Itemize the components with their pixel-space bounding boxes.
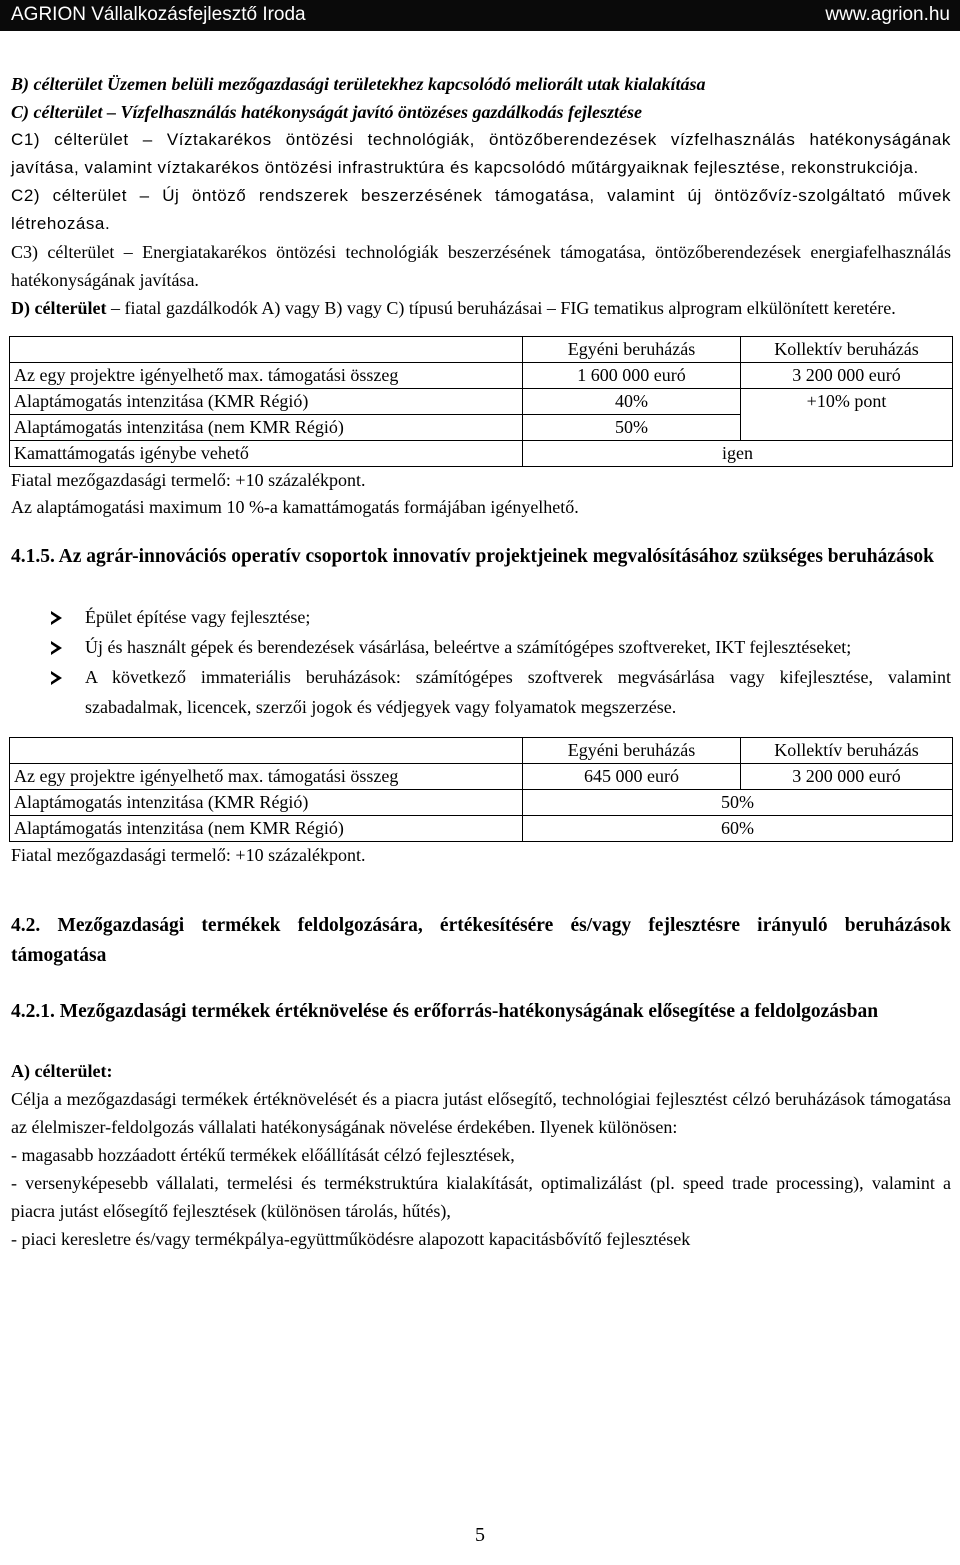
table-cell: 3 200 000 euró [741, 764, 953, 790]
table-row [10, 790, 953, 816]
arrow-bullet-icon [51, 611, 62, 625]
section-heading-4-1-5: 4.1.5. Az agrár-innovációs operatív csoportok innovatív projektjeinek megvalósításához szükséges beruházások [11, 546, 934, 567]
list-item [11, 632, 951, 662]
row-label: Alaptámogatás intenzitása (KMR Régió) [10, 389, 523, 415]
list-item-text: A következő immateriális beruházások: számítógépes szoftverek megvásárlása vagy kifejlesztése, valamint szabadalmak, licencek, szerzői jogok és védjegyek vagy folyamatok megszerzése. [85, 667, 951, 717]
target-area-c: C) célterület – Vízfelhasználás hatékonyságát javító öntözéses gazdálkodás fejlesztése [11, 102, 642, 122]
list-item-text: Új és használt gépek és berendezések vásárlása, beleértve a számítógépes szoftvereket, IKT fejlesztéseket; [85, 637, 852, 657]
col-individual-header: Egyéni beruházás [523, 337, 741, 363]
young-farmer-note: Fiatal mezőgazdasági termelő: +10 százalékpont. [11, 470, 366, 490]
target-area-a-text: Célja a mezőgazdasági termékek értéknövelését és a piacra jutást elősegítő, technológiai fejlesztést célzó beruházások támogatása az élelmiszer-feldolgozás vállalati hatékonyságának növelése érdekében. Ilyenek különösen: [11, 1089, 951, 1137]
list-item [11, 662, 951, 722]
row-label: Alaptámogatás intenzitása (nem KMR Régió) [10, 816, 523, 842]
section-heading-4-2: 4.2. Mezőgazdasági termékek feldolgozására, értékesítésére és/vagy fejlesztésre irányuló beruházások támogatása [11, 915, 951, 966]
header-website: www.agrion.hu [825, 4, 950, 25]
arrow-bullet-icon [51, 671, 62, 685]
table-row [10, 764, 953, 790]
target-area-d-text: – fiatal gazdálkodók A) vagy B) vagy C) típusú beruházásai – FIG tematikus alprogram elkülönített keretére. [106, 298, 896, 318]
page-number: 5 [475, 1524, 485, 1546]
investment-list [11, 602, 951, 722]
row-label: Kamattámogatás igénybe vehető [10, 441, 523, 467]
target-area-c2: C2) célterület – Új öntöző rendszerek beszerzésének támogatása, valamint új öntözővíz-szolgáltató művek létrehozása. [11, 186, 951, 233]
row-label: Alaptámogatás intenzitása (KMR Régió) [10, 790, 523, 816]
list-item: - versenyképesebb vállalati, termelési és termékstruktúra kialakítását, optimalizálást (pl. speed trade processing), valamint a piacra jutást elősegítő fejlesztések (különösen tárolás, hűtés), [11, 1173, 951, 1221]
table-cell: 1 600 000 euró [523, 363, 741, 389]
target-area-d-label: D) célterület [11, 298, 107, 318]
list-item: - piaci keresletre és/vagy termékpálya-együttműködésre alapozott kapacitásbővítő fejlesztések [11, 1229, 691, 1249]
table-header-row [10, 738, 953, 764]
support-table-1 [9, 336, 953, 467]
table-cell: 40% [523, 389, 741, 415]
young-farmer-note: Fiatal mezőgazdasági termelő: +10 százalékpont. [11, 845, 366, 865]
page-header [0, 0, 960, 31]
table-cell: 645 000 euró [523, 764, 741, 790]
support-table-2 [9, 737, 953, 842]
row-label: Az egy projektre igényelhető max. támogatási összeg [10, 363, 523, 389]
list-item-text: Épület építése vagy fejlesztése; [85, 607, 311, 627]
table-cell [10, 337, 523, 363]
row-label: Alaptámogatás intenzitása (nem KMR Régió) [10, 415, 523, 441]
target-area-c3: C3) célterület – Energiatakarékos öntözési technológiák beszerzésének támogatása, öntözőberendezések energiafelhasználás hatékonyságának javítása. [11, 242, 951, 290]
table-cell [10, 738, 523, 764]
table-cell: 50% [523, 790, 953, 816]
table-row [10, 816, 953, 842]
table-row [10, 363, 953, 389]
target-area-c1: C1) célterület – Víztakarékos öntözési technológiák, öntözőberendezések vízfelhasználás hatékonyságának javítása, valamint víztakarékos öntözési infrastruktúra és kapcsolódó műtárgyaiknak fejlesztése, rekonstrukciója. [11, 130, 951, 177]
document-body [11, 70, 951, 1253]
interest-note: Az alaptámogatási maximum 10 %-a kamattámogatás formájában igényelhető. [11, 497, 579, 517]
header-organization: AGRION Vállalkozásfejlesztő Iroda [11, 4, 306, 25]
table-cell: 60% [523, 816, 953, 842]
section-heading-4-2-1: 4.2.1. Mezőgazdasági termékek értéknövelése és erőforrás-hatékonyságának elősegítése a feldolgozásban [11, 1001, 879, 1022]
target-area-b: B) célterület Üzemen belüli mezőgazdasági területekhez kapcsolódó meliorált utak kialakítása [11, 74, 706, 94]
col-individual-header: Egyéni beruházás [523, 738, 741, 764]
arrow-bullet-icon [51, 641, 62, 655]
target-area-d [11, 294, 951, 322]
col-collective-header: Kollektív beruházás [741, 738, 953, 764]
table-cell: 3 200 000 euró [741, 363, 953, 389]
table-row [10, 389, 953, 415]
target-area-a-label: A) célterület: [11, 1061, 113, 1081]
row-label: Az egy projektre igényelhető max. támogatási összeg [10, 764, 523, 790]
col-collective-header: Kollektív beruházás [741, 337, 953, 363]
table-cell: igen [523, 441, 953, 467]
list-item: - magasabb hozzáadott értékű termékek előállítását célzó fejlesztések, [11, 1145, 515, 1165]
table-cell: 50% [523, 415, 741, 441]
list-item [11, 602, 951, 632]
table-row [10, 441, 953, 467]
table-cell: +10% pont [741, 389, 953, 441]
table-header-row [10, 337, 953, 363]
